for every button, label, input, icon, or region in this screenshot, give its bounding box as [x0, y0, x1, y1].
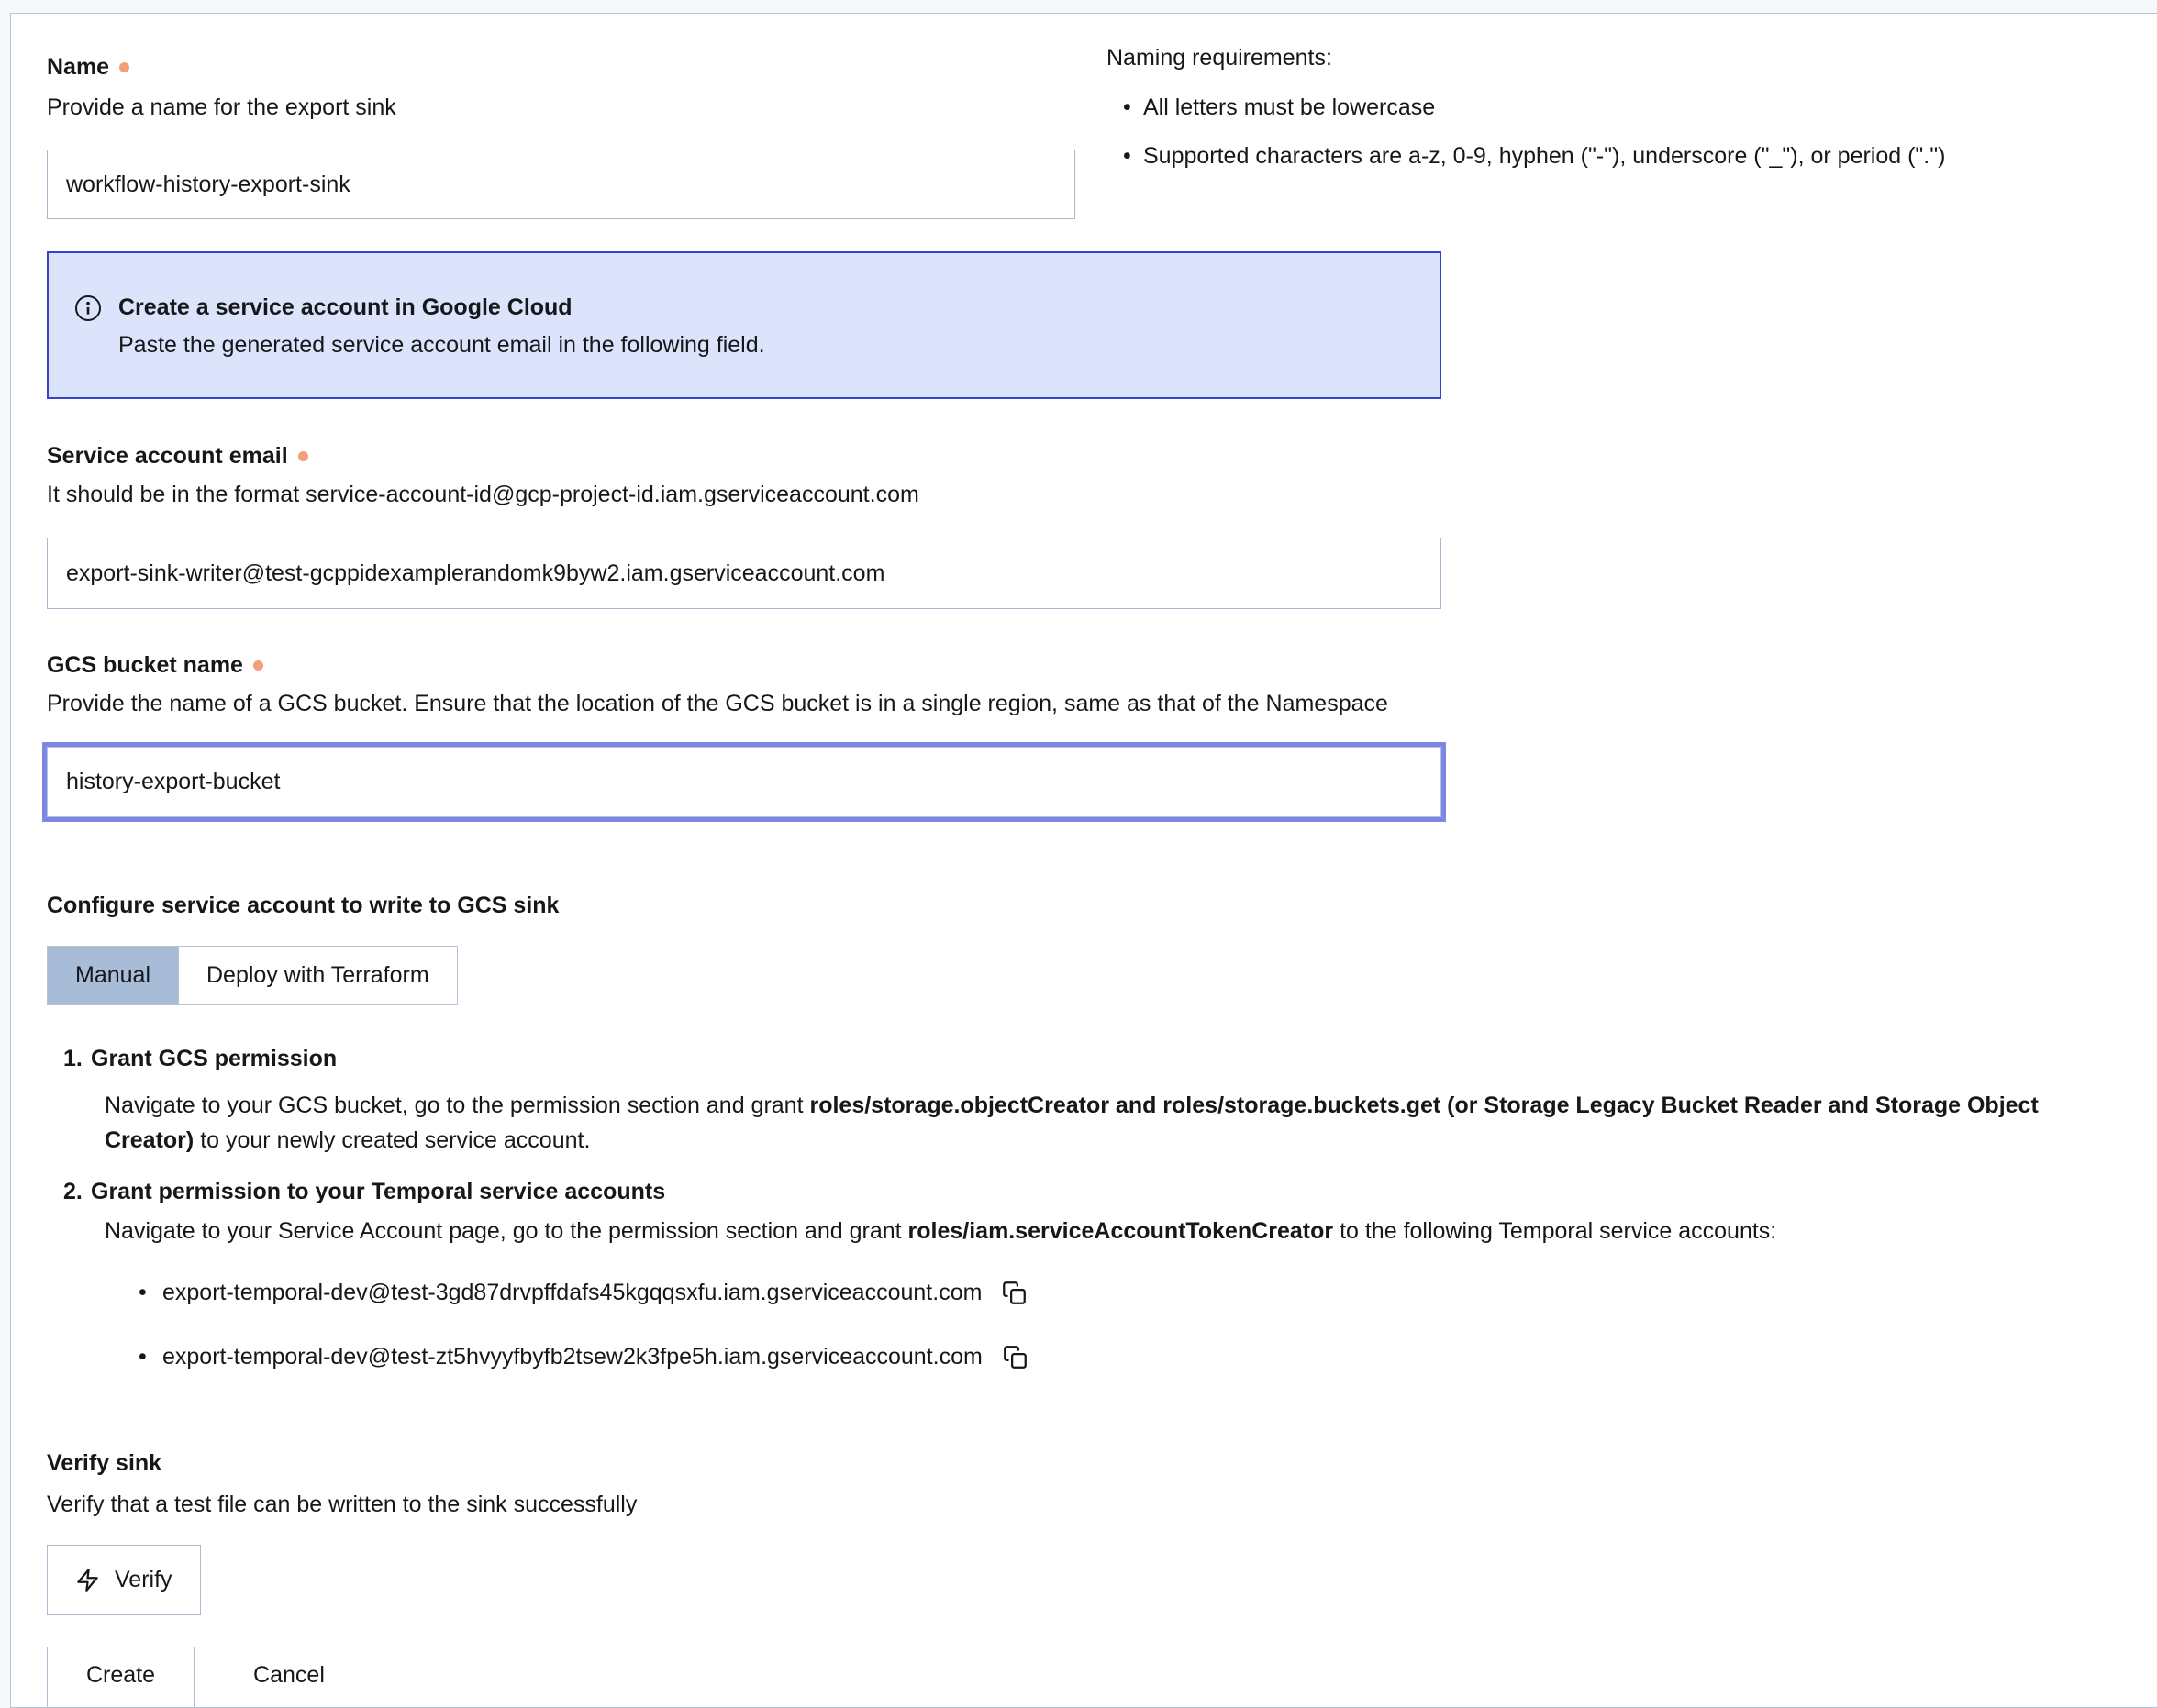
step-2-text-after: to the following Temporal service accounts: [1333, 1218, 1777, 1244]
info-icon [74, 294, 102, 359]
manual-steps-list [63, 1044, 2157, 1374]
name-field-label-text: Name [47, 54, 110, 80]
service-account-row [139, 1276, 2102, 1310]
copy-button[interactable] [1003, 1345, 1028, 1370]
step-1-number: 1. [63, 1046, 83, 1071]
temporal-service-accounts-list [139, 1276, 2102, 1374]
required-dot [119, 62, 129, 72]
service-account-email-input[interactable] [47, 538, 1441, 609]
naming-requirements [1106, 39, 2157, 171]
tab-manual[interactable]: Manual [48, 947, 178, 1004]
verify-button-label: Verify [115, 1567, 172, 1592]
service-account-row [139, 1340, 2102, 1374]
zap-icon [75, 1568, 100, 1592]
step-2-title-row [63, 1177, 2157, 1206]
name-field-label [47, 52, 1075, 82]
naming-requirements-list [1106, 93, 2157, 171]
gcs-bucket-name-input[interactable] [47, 747, 1441, 817]
name-input[interactable] [47, 150, 1075, 219]
naming-requirement-item: • All letters must be lowercase [1106, 93, 2157, 122]
step-1-text-before: Navigate to your GCS bucket, go to the permission section and grant [105, 1092, 810, 1118]
tab-deploy-with-terraform[interactable]: Deploy with Terraform [178, 947, 457, 1004]
create-button[interactable]: Create [47, 1647, 195, 1708]
step-2-body [105, 1214, 2102, 1374]
step-1-title: Grant GCS permission [91, 1046, 338, 1071]
gcs-bucket-name-label-text: GCS bucket name [47, 652, 243, 678]
step-1-body [105, 1088, 2102, 1158]
name-field-group [47, 39, 1075, 219]
service-account-email-label [47, 441, 2157, 471]
cancel-button[interactable]: Cancel [253, 1662, 325, 1688]
step-1-title-row [63, 1044, 2157, 1073]
naming-requirement-item: • Supported characters are a-z, 0-9, hyphen ("-"), underscore ("_"), or period (".") [1106, 141, 2157, 171]
export-sink-form-panel [10, 13, 2157, 1708]
step-2-text-before: Navigate to your Service Account page, go to the permission section and grant [105, 1218, 908, 1244]
step-2-number: 2. [63, 1179, 83, 1204]
step-1-text-bold: roles/storage.objectCreator and roles/storage.buckets.get (or Storage Legacy Bucket Reader and Storage Object Creator) [105, 1092, 2039, 1153]
service-account-email-label-text: Service account email [47, 443, 288, 469]
required-dot [298, 451, 308, 461]
required-dot [253, 660, 263, 671]
copy-icon [1003, 1345, 1028, 1370]
temporal-service-account-email: export-temporal-dev@test-zt5hvyyfbyfb2tsew2k3fpe5h.iam.gserviceaccount.com [162, 1344, 983, 1370]
step-1-text-after: to your newly created service account. [194, 1127, 591, 1153]
name-field-description: Provide a name for the export sink [47, 94, 396, 120]
bullet-icon: • [139, 1344, 147, 1370]
temporal-service-account-email: export-temporal-dev@test-3gd87drvpffdafs45kgqqsxfu.iam.gserviceaccount.com [162, 1280, 983, 1305]
bullet-icon: • [139, 1280, 147, 1305]
info-banner [47, 251, 1441, 399]
step-2-title: Grant permission to your Temporal service accounts [91, 1179, 666, 1204]
gcs-bucket-name-label [47, 650, 2157, 680]
info-banner-title: Create a service account in Google Cloud [118, 294, 573, 320]
naming-requirements-title: Naming requirements: [1106, 45, 1332, 71]
verify-sink-description: Verify that a test file can be written to the sink successfully [47, 1492, 638, 1517]
step-2-text-bold: roles/iam.serviceAccountTokenCreator [907, 1218, 1334, 1244]
info-banner-description: Paste the generated service account email in the following field. [118, 332, 765, 358]
name-and-requirements-row [47, 39, 2157, 219]
copy-button[interactable] [1002, 1281, 1027, 1305]
verify-button[interactable] [47, 1545, 201, 1615]
service-account-email-description: It should be in the format service-account-id@gcp-project-id.iam.gserviceaccount.com [47, 482, 919, 507]
copy-icon [1002, 1281, 1027, 1305]
configure-method-tabs [47, 946, 458, 1005]
configure-section-title: Configure service account to write to GCS sink [47, 893, 560, 918]
verify-sink-title: Verify sink [47, 1450, 162, 1476]
info-banner-text [118, 294, 765, 359]
gcs-bucket-name-description: Provide the name of a GCS bucket. Ensure that the location of the GCS bucket is in a single region, same as that of the Namespace [47, 691, 1388, 716]
